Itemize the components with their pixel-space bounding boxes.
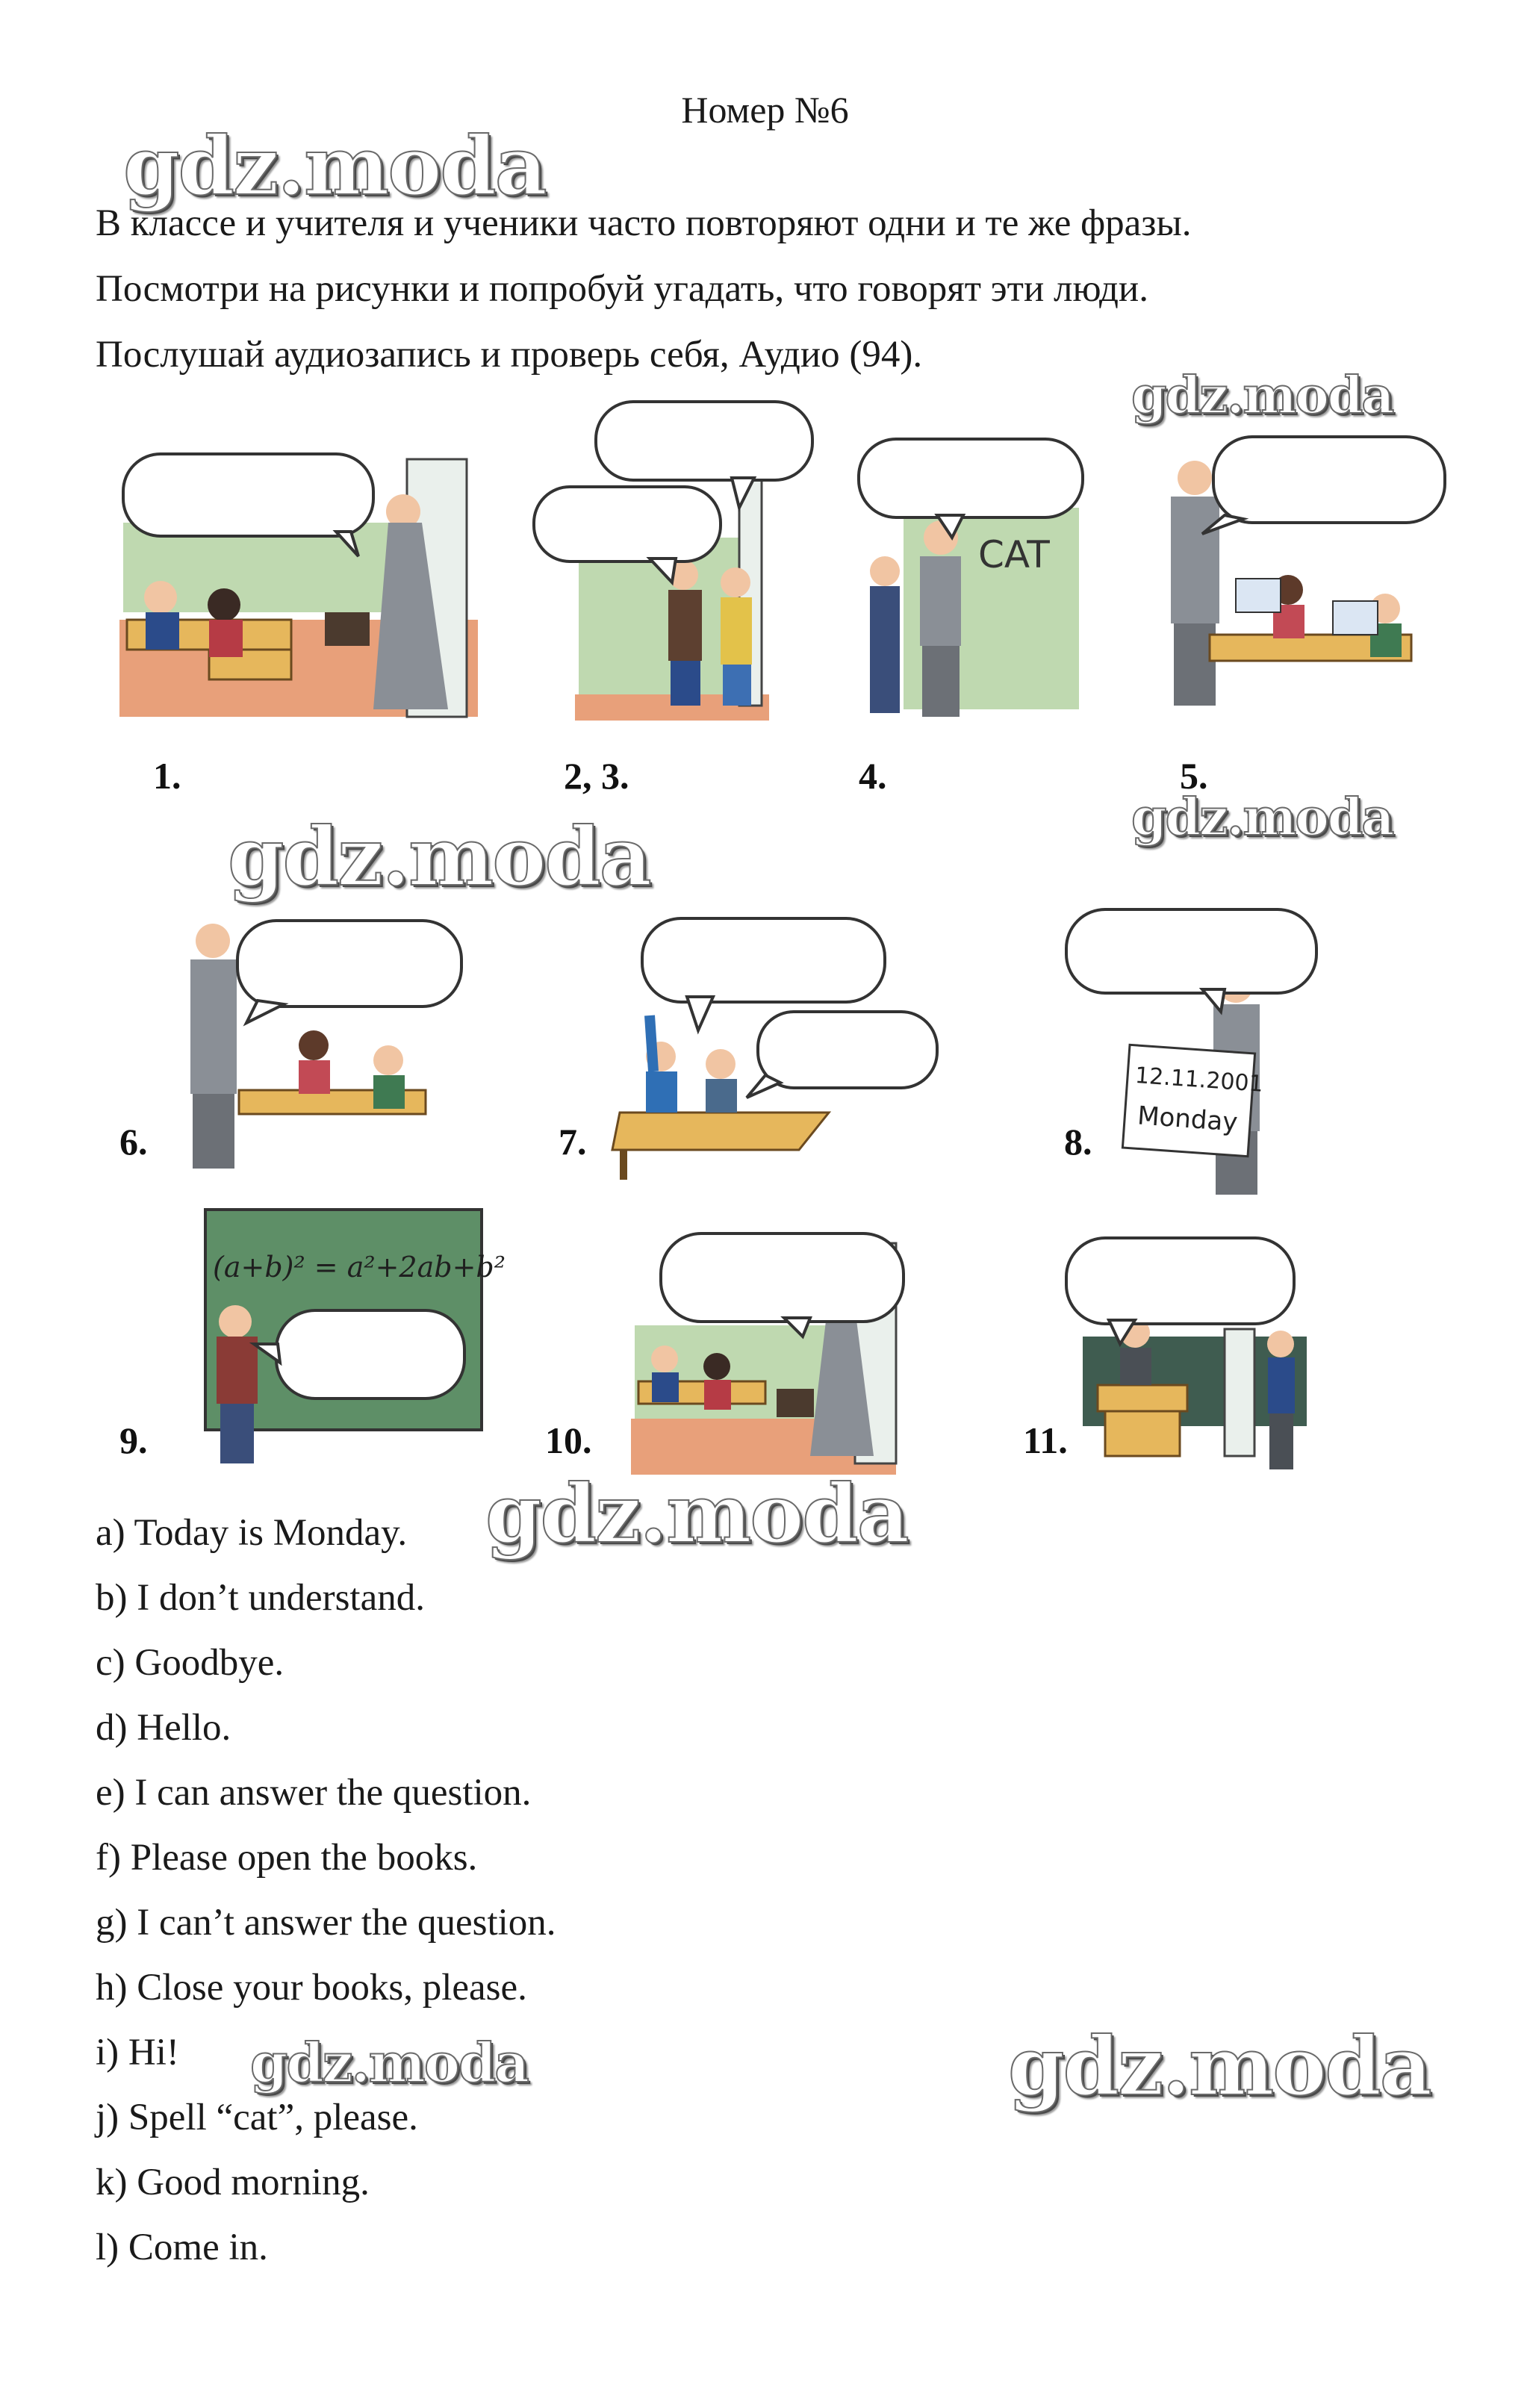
picture-number: 8.: [1064, 1121, 1092, 1163]
picture-8: [1066, 909, 1316, 1195]
speech-bubble: [1213, 437, 1445, 523]
watermark: gdz.moda: [485, 1467, 908, 1561]
picture-1: [119, 454, 478, 717]
picture-number: 7.: [559, 1121, 587, 1163]
picture-6: [190, 921, 461, 1169]
watermark: gdz.moda: [1131, 788, 1393, 847]
speech-bubble: [758, 1012, 937, 1088]
watermark: gdz.moda: [123, 119, 546, 214]
answer-option: f) Please open the books.: [96, 1837, 478, 1879]
picture-number: 11.: [1023, 1419, 1068, 1461]
instruction-line: В классе и учителя и ученики часто повторяют одни и те же фразы.: [96, 202, 1192, 244]
answer-option: j) Spell “cat”, please.: [96, 2097, 418, 2138]
watermark: gdz.moda: [1008, 2020, 1431, 2114]
sign-date: 12.11.2001: [1133, 1062, 1264, 1098]
picture-10: [631, 1233, 904, 1475]
answer-option: i) Hi!: [96, 2032, 179, 2073]
picture-7: [612, 918, 937, 1180]
picture-4: [859, 439, 1083, 717]
picture-11: [1066, 1238, 1307, 1469]
picture-number: 6.: [119, 1121, 148, 1163]
speech-bubble: [1066, 909, 1316, 993]
answer-list: [96, 1501, 556, 2280]
answer-option: e) I can answer the question.: [96, 1772, 532, 1814]
instruction-line: Посмотри на рисунки и попробуй угадать, что говорят эти люди.: [96, 268, 1148, 310]
picture-number: 2, 3.: [564, 755, 629, 797]
answer-option: d) Hello.: [96, 1707, 231, 1749]
picture-number: 1.: [153, 755, 181, 797]
picture-2-3: [534, 402, 812, 721]
speech-bubble: [276, 1310, 464, 1399]
board-formula: (a+b)² = a²+2ab+b²: [213, 1251, 506, 1284]
answer-option: k) Good morning.: [96, 2162, 370, 2203]
speech-bubble: [661, 1233, 904, 1322]
page-title: Номер №6: [681, 89, 849, 131]
speech-bubble: [859, 439, 1083, 517]
picture-number: 4.: [859, 755, 887, 797]
answer-option: b) I don’t understand.: [96, 1577, 425, 1619]
instruction-line: Послушай аудиозапись и проверь себя, Аудио (94).: [96, 334, 923, 376]
answer-option: a) Today is Monday.: [96, 1512, 408, 1554]
picture-number: 9.: [119, 1419, 148, 1461]
speech-bubble: [237, 921, 461, 1007]
answer-option: h) Close your books, please.: [96, 1967, 527, 2009]
picture-5: [1171, 437, 1445, 706]
watermark: gdz.moda: [250, 2031, 528, 2094]
sign-day: Monday: [1136, 1101, 1239, 1138]
picture-number: 5.: [1180, 755, 1208, 797]
answer-option: c) Goodbye.: [96, 1642, 284, 1684]
answer-option: g) I can’t answer the question.: [96, 1902, 556, 1944]
speech-bubble: [1066, 1238, 1294, 1324]
board-word: CAT: [978, 533, 1050, 576]
speech-bubble: [123, 454, 373, 536]
watermark: gdz.moda: [1131, 366, 1393, 426]
picture-number: 10.: [545, 1419, 592, 1461]
watermark: gdz.moda: [228, 810, 650, 904]
answer-option: l) Come in.: [96, 2227, 268, 2268]
speech-bubble: [596, 402, 812, 480]
speech-bubble: [534, 487, 721, 561]
picture-9: [205, 1210, 506, 1463]
speech-bubble: [642, 918, 885, 1002]
